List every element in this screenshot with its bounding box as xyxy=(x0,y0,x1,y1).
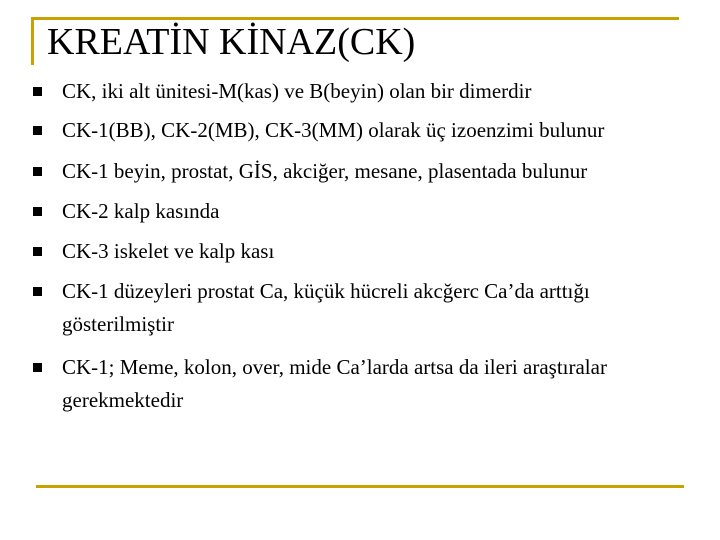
bullet-text xyxy=(62,275,702,341)
bullet-text xyxy=(62,351,702,417)
bullet-text xyxy=(62,235,702,268)
bullet-line: CK-1; Meme, kolon, over, mide Ca’larda artsa da ileri araştıralar xyxy=(62,355,607,379)
bullet-line: CK-1(BB), CK-2(MB), CK-3(MM) olarak üç izoenzimi bulunur xyxy=(62,118,605,142)
bullet-text xyxy=(62,114,702,147)
square-bullet-icon xyxy=(33,247,42,256)
bullet-line: CK-1 beyin, prostat, GİS, akciğer, mesane, plasentada bulunur xyxy=(62,159,588,183)
square-bullet-icon xyxy=(33,287,42,296)
bullet-text xyxy=(62,195,702,228)
bullet-line: gerekmektedir xyxy=(62,388,184,412)
bullet-line: gösterilmiştir xyxy=(62,312,174,336)
bullet-text xyxy=(62,155,702,188)
square-bullet-icon xyxy=(33,87,42,96)
square-bullet-icon xyxy=(33,167,42,176)
square-bullet-icon xyxy=(33,126,42,135)
square-bullet-icon xyxy=(33,207,42,216)
bullet-text xyxy=(62,75,702,108)
bullet-line: CK-3 iskelet ve kalp kası xyxy=(62,239,275,263)
slide-title: KREATİN KİNAZ(CK) xyxy=(47,21,416,63)
bottom-divider-line xyxy=(36,485,684,488)
bullet-line: CK-2 kalp kasında xyxy=(62,199,220,223)
title-accent-line xyxy=(31,17,34,65)
square-bullet-icon xyxy=(33,363,42,372)
bullet-line: CK, iki alt ünitesi-M(kas) ve B(beyin) olan bir dimerdir xyxy=(62,79,532,103)
bullet-line: CK-1 düzeyleri prostat Ca, küçük hücreli akcğerc Ca’da arttığı xyxy=(62,279,590,303)
